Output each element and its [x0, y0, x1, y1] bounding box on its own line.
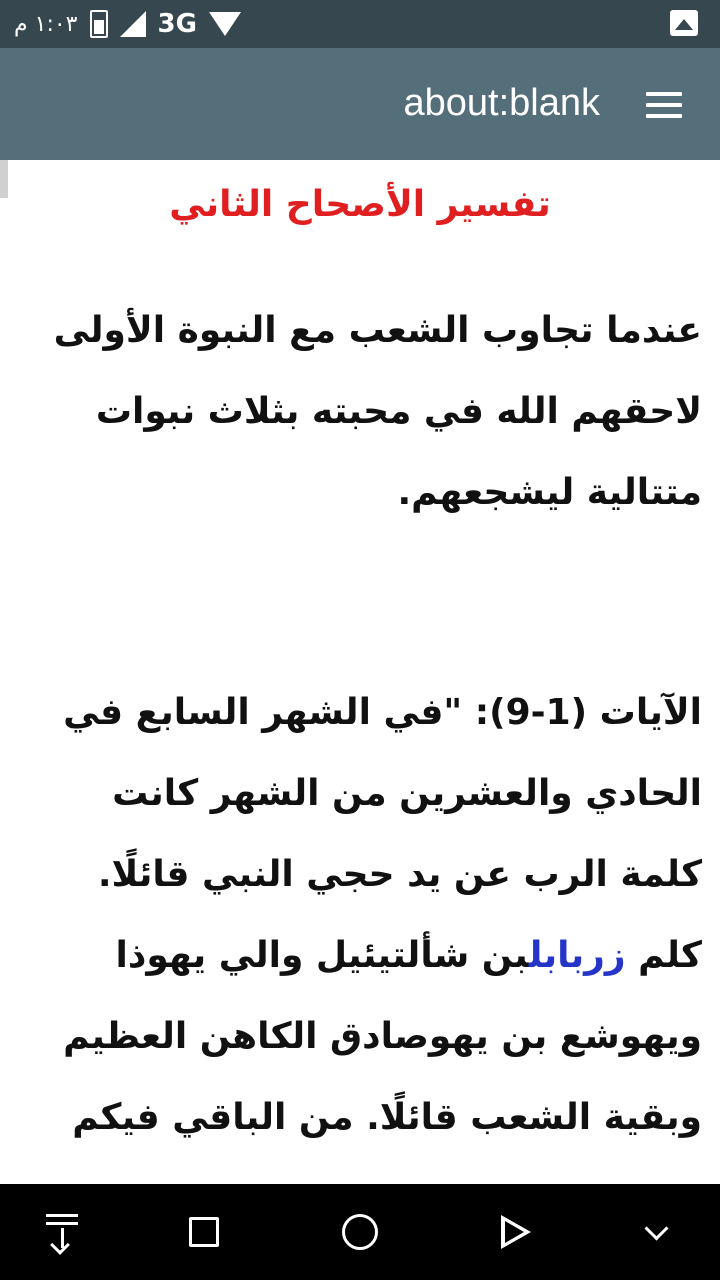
verses-text-word: كلم: [638, 935, 702, 976]
status-time: ١:٠٣ م: [14, 11, 78, 37]
back-button[interactable]: [486, 1184, 546, 1280]
collapse-button[interactable]: [626, 1184, 686, 1280]
zerubbabel-link[interactable]: زربابل: [528, 935, 626, 976]
verses-text-start: الآيات (1-9): "في الشهر السابع في الحادي والعشرين من الشهر كانت كلمة الرب عن يد حجي النبي قائلًا.: [63, 692, 702, 895]
status-bar: [0, 0, 720, 48]
battery-icon: [90, 10, 108, 38]
page-title: about:blank: [403, 82, 600, 124]
verses-text-end: بن شألتيئيل والي يهوذا ويهوشع بن يهوصادق الكاهن العظيم وبقية الشعب قائلًا. من الباقي فيكم: [63, 935, 702, 1138]
article-content: [0, 160, 720, 1184]
wifi-icon: [209, 12, 241, 36]
recents-icon: [189, 1217, 219, 1247]
paragraph-intro: عندما تجاوب الشعب مع النبوة الأولى لاحقهم الله في محبته بثلاث نبوات متتالية ليشجعهم.: [53, 310, 702, 513]
article-heading: تفسير الأصحاح الثاني: [169, 184, 551, 225]
recents-button[interactable]: [174, 1184, 234, 1280]
signal-icon: [120, 11, 146, 37]
image-notification-icon: [670, 10, 698, 36]
paragraph-verses: [22, 672, 702, 1158]
hide-keyboard-icon: [46, 1214, 78, 1250]
network-type: 3G: [157, 9, 197, 39]
status-icons: [14, 8, 241, 40]
navigation-bar: [0, 1184, 720, 1280]
hide-keyboard-button[interactable]: [32, 1184, 92, 1280]
back-icon: [501, 1215, 531, 1249]
app-toolbar: [0, 48, 720, 160]
hamburger-menu-icon[interactable]: [646, 92, 682, 118]
home-icon: [342, 1214, 378, 1250]
collapse-icon: [644, 1216, 668, 1240]
home-button[interactable]: [330, 1184, 390, 1280]
